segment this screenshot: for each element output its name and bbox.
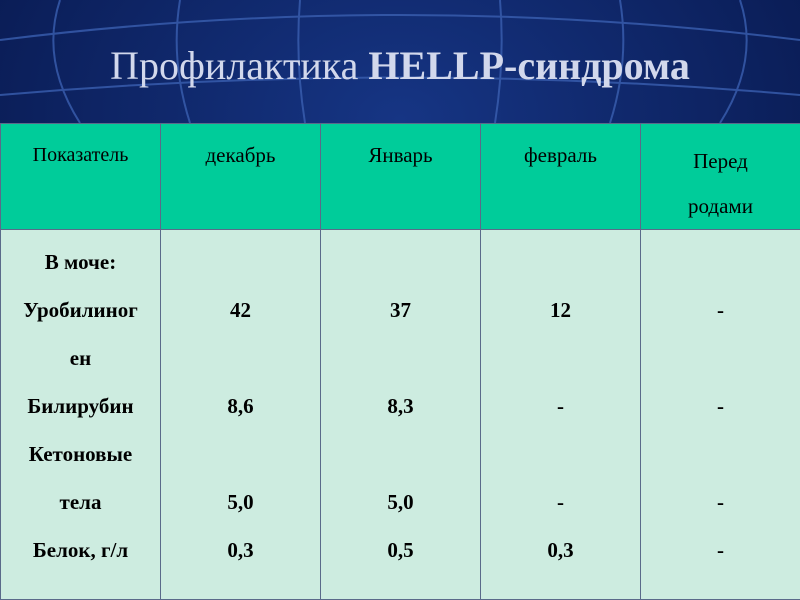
january-values-cell <box>321 230 481 600</box>
value-cell <box>481 430 640 478</box>
value-cell <box>481 238 640 286</box>
title-normal-part: Профилактика <box>110 43 369 88</box>
label-urobilinogen-part1: Уробилиног <box>23 298 138 322</box>
value-cell <box>161 334 320 382</box>
label-urine: В моче: <box>44 250 117 274</box>
value-cell: 5,0 <box>387 490 414 514</box>
label-urobilinogen-part2: ен <box>69 346 92 370</box>
value-cell: - <box>557 490 564 514</box>
row-labels-cell <box>1 230 161 600</box>
value-cell: 5,0 <box>227 490 254 514</box>
value-cell: - <box>717 490 724 514</box>
value-cell: - <box>557 394 564 418</box>
value-cell: - <box>717 298 724 322</box>
label-ketone-part2: тела <box>59 490 102 514</box>
value-cell: 0,3 <box>547 538 574 562</box>
slide-title <box>0 38 800 94</box>
header-cell-february: февраль <box>481 124 641 230</box>
header-before-birth-line2: родами <box>688 194 753 218</box>
header-before-birth-line1: Перед <box>693 149 748 173</box>
value-cell: - <box>717 538 724 562</box>
header-cell-indicator: Показатель <box>1 124 161 230</box>
before-birth-values-cell <box>641 230 800 600</box>
header-cell-december: декабрь <box>161 124 321 230</box>
table-body-row <box>1 230 800 600</box>
label-bilirubin: Билирубин <box>27 394 134 418</box>
value-cell: 42 <box>230 298 251 322</box>
value-cell: 0,3 <box>227 538 254 562</box>
indicators-table <box>0 123 800 600</box>
value-cell <box>321 430 480 478</box>
value-cell <box>641 430 800 478</box>
value-cell <box>321 334 480 382</box>
value-cell: 8,3 <box>387 394 414 418</box>
december-values-cell <box>161 230 321 600</box>
value-cell: 8,6 <box>227 394 254 418</box>
value-cell <box>641 334 800 382</box>
value-cell <box>481 334 640 382</box>
label-ketone-part1: Кетоновые <box>28 442 133 466</box>
value-cell: - <box>717 394 724 418</box>
value-cell: 12 <box>550 298 571 322</box>
value-cell <box>161 430 320 478</box>
value-cell: 37 <box>390 298 411 322</box>
value-cell <box>321 238 480 286</box>
value-cell <box>161 238 320 286</box>
header-cell-january: Январь <box>321 124 481 230</box>
label-protein: Белок, г/л <box>32 538 129 562</box>
value-cell: 0,5 <box>387 538 414 562</box>
february-values-cell <box>481 230 641 600</box>
header-cell-before-birth <box>641 124 800 230</box>
table-header-row <box>1 124 800 230</box>
title-bold-part: HELLP-синдрома <box>368 43 690 88</box>
value-cell <box>641 238 800 286</box>
